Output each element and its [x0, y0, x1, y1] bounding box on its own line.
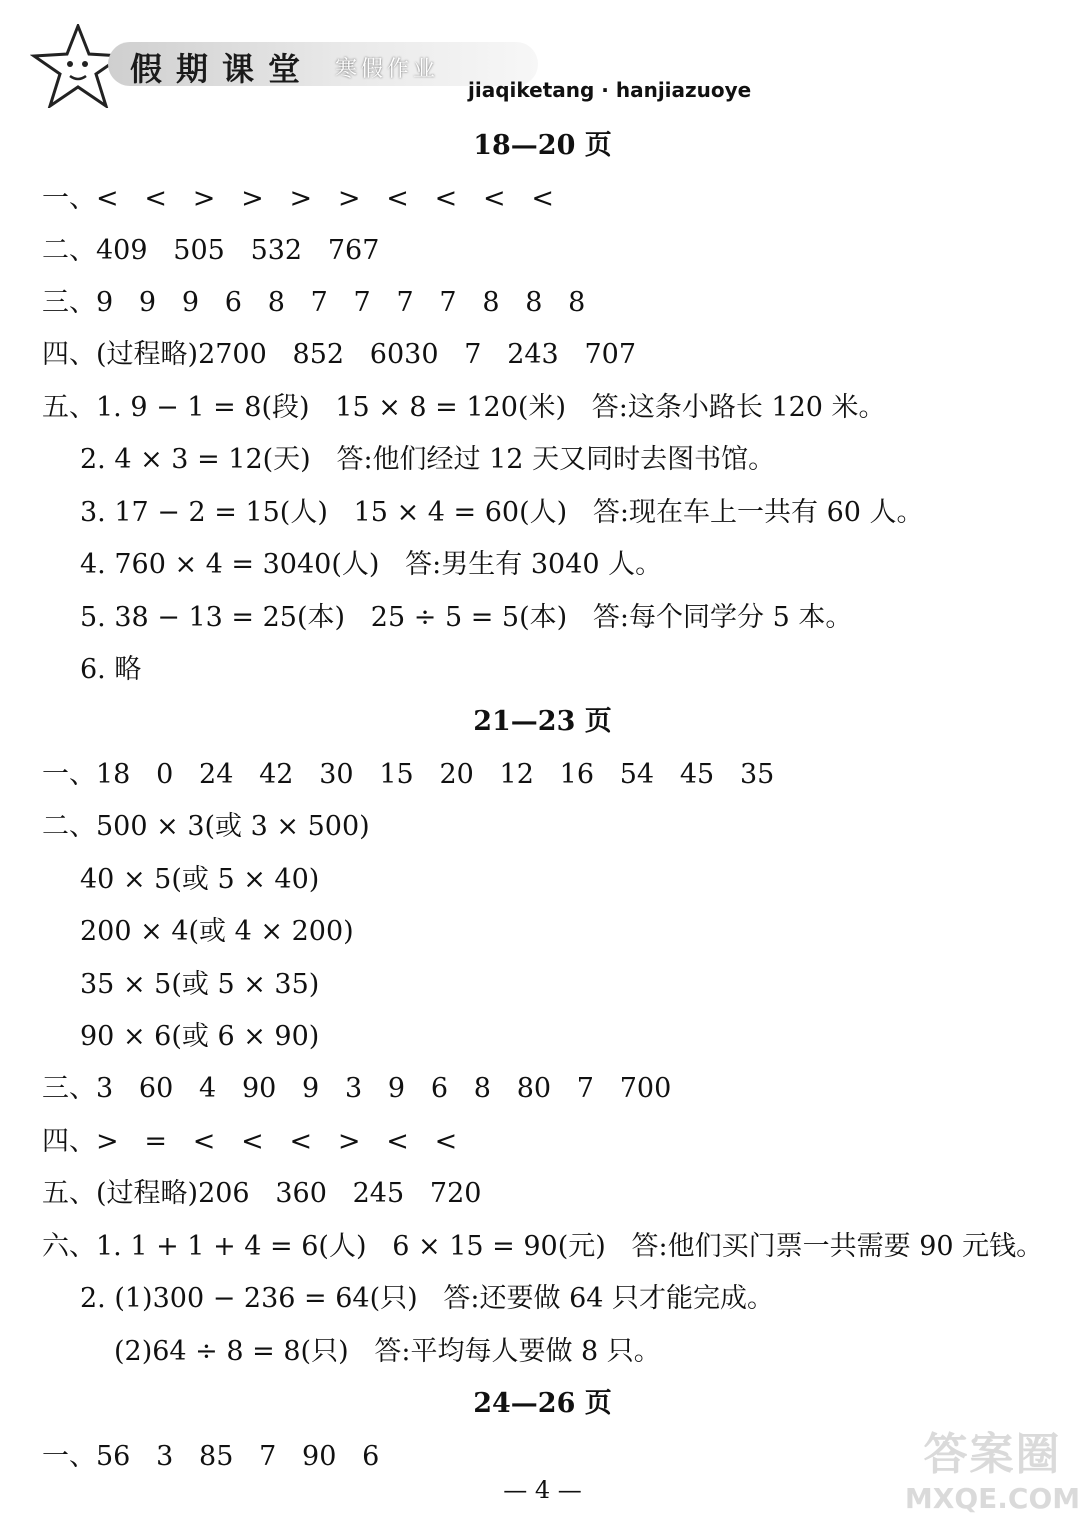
answer-line: 四、> = < < < > < <: [42, 1126, 458, 1157]
answer-line: (2)64 ÷ 8 = 8(只) 答:平均每人要做 8 只。: [114, 1336, 661, 1367]
header-title: 假期课堂: [130, 50, 315, 88]
section-title: 18—20 页: [473, 130, 612, 161]
answer-line: 四、(过程略)2700 852 6030 7 243 707: [42, 339, 637, 370]
header-pinyin: jiaqiketang · hanjiazuoye: [468, 78, 752, 102]
answer-line: 2. (1)300 − 236 = 64(只) 答:还要做 64 只才能完成。: [80, 1283, 775, 1314]
answer-line: 35 × 5(或 5 × 35): [80, 969, 320, 1000]
page-number: — 4 —: [503, 1476, 582, 1504]
answer-line: 5. 38 − 13 = 25(本) 25 ÷ 5 = 5(本) 答:每个同学分 5 本。: [80, 602, 853, 633]
watermark-url: MXQE.COM: [904, 1482, 1081, 1515]
answer-line: 五、1. 9 − 1 = 8(段) 15 × 8 = 120(米) 答:这条小路长 120 米。: [42, 392, 886, 423]
answer-line: 一、56 3 85 7 90 6: [42, 1441, 380, 1472]
answer-line: 2. 4 × 3 = 12(天) 答:他们经过 12 天又同时去图书馆。: [80, 444, 776, 475]
page-header: [30, 20, 790, 110]
answer-line: 90 × 6(或 6 × 90): [80, 1021, 320, 1052]
watermark-text: 答案圈: [923, 1429, 1062, 1480]
answer-line: 二、500 × 3(或 3 × 500): [42, 811, 370, 842]
answer-line: 4. 760 × 4 = 3040(人) 答:男生有 3040 人。: [80, 549, 663, 580]
answer-line: 一、< < > > > > < < < <: [42, 183, 554, 214]
answer-line: 三、3 60 4 90 9 3 9 6 8 80 7 700: [42, 1073, 672, 1104]
section-title: 21—23 页: [473, 706, 612, 737]
answer-line: 3. 17 − 2 = 15(人) 15 × 4 = 60(人) 答:现在车上一共有 60 人。: [80, 497, 924, 528]
header-subtitle: 寒假作业: [335, 57, 440, 82]
answer-line: 40 × 5(或 5 × 40): [80, 864, 320, 895]
answer-line: 六、1. 1 + 1 + 4 = 6(人) 6 × 15 = 90(元) 答:他们买门票一共需要 90 元钱。: [42, 1231, 1044, 1262]
answer-line: 二、409 505 532 767: [42, 235, 380, 266]
answer-line: 五、(过程略)206 360 245 720: [42, 1178, 482, 1209]
answer-line: 三、9 9 9 6 8 7 7 7 7 8 8 8: [42, 287, 586, 318]
answer-line: 6. 略: [80, 654, 142, 685]
answer-line: 200 × 4(或 4 × 200): [80, 916, 354, 947]
section-title: 24—26 页: [473, 1388, 612, 1419]
answer-line: 一、18 0 24 42 30 15 20 12 16 54 45 35: [42, 759, 775, 790]
watermark-logo: [900, 1418, 1085, 1536]
